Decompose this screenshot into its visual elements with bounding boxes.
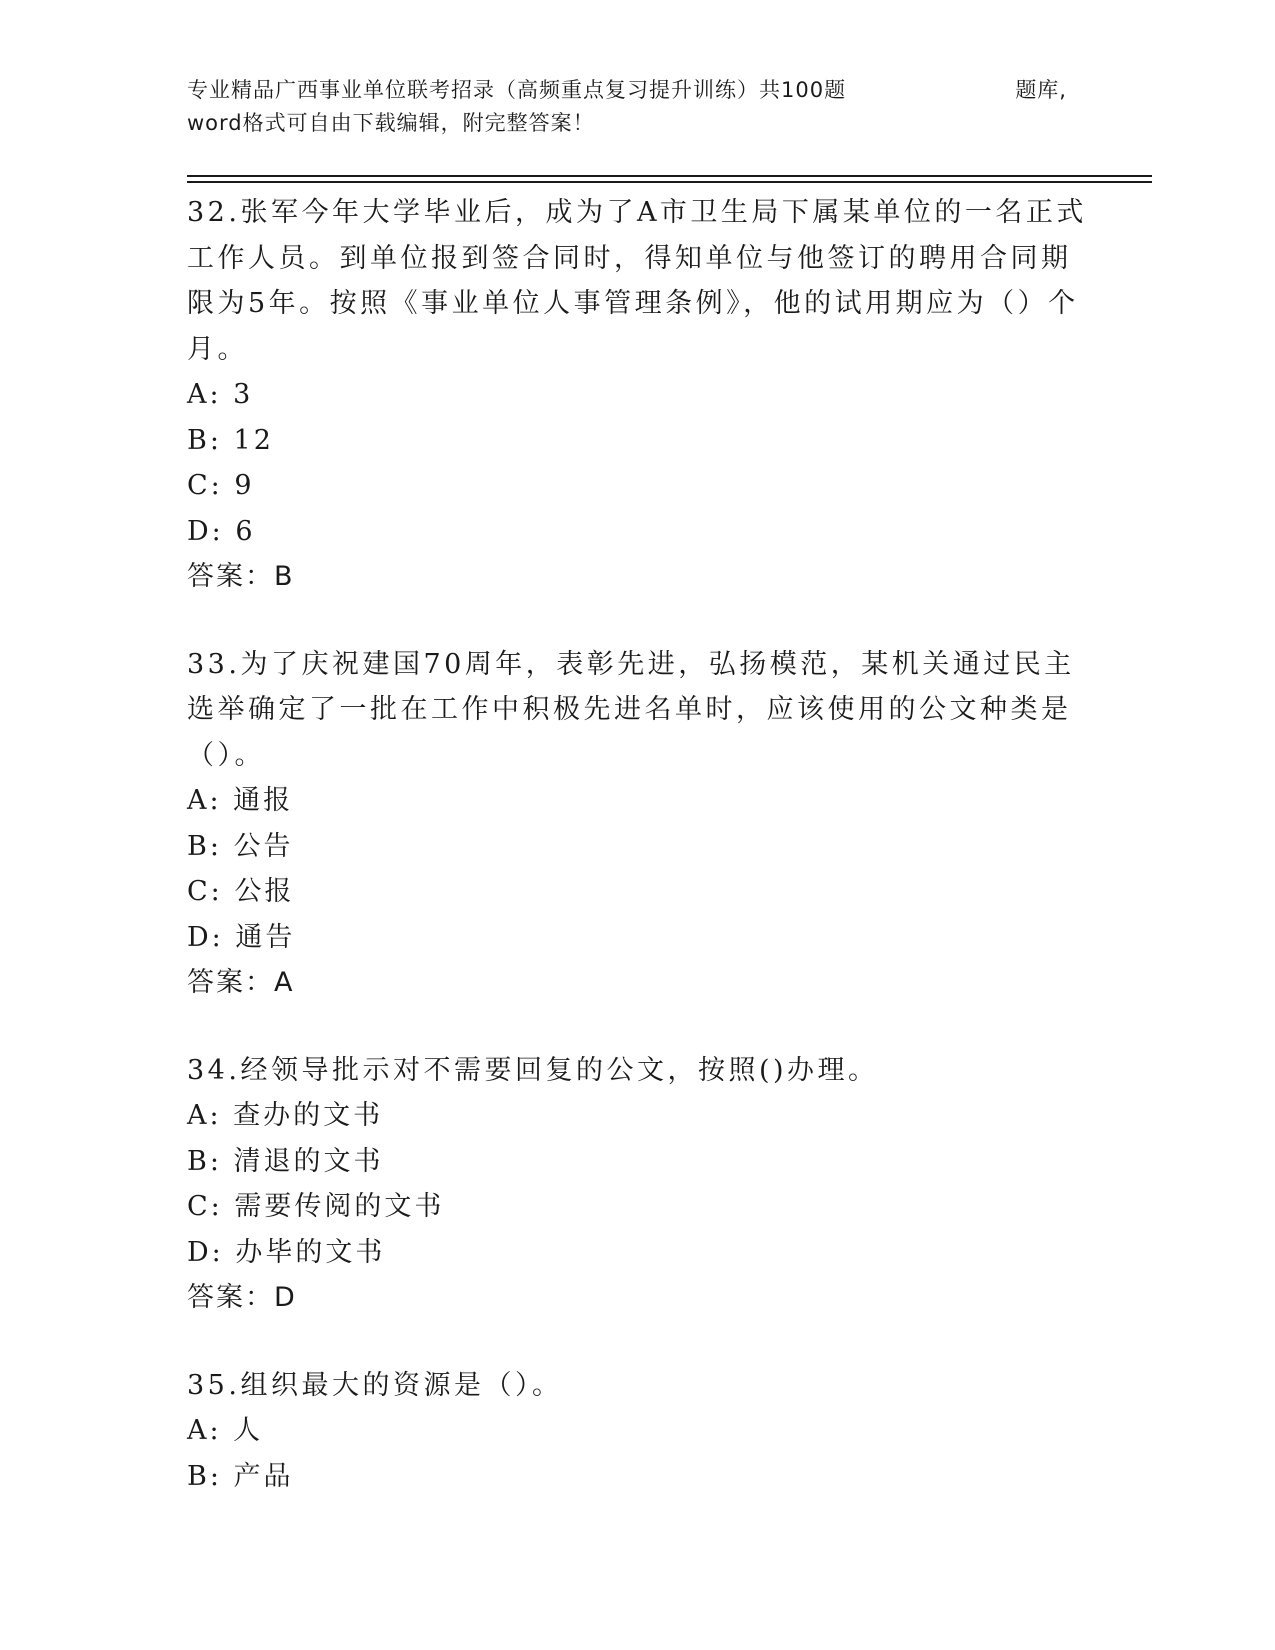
option-a: A: 人 (187, 1415, 264, 1446)
header-subtitle: word格式可自由下载编辑，附完整答案！ (187, 111, 595, 135)
question-text: 33.为了庆祝建国70周年，表彰先进，弘扬模范，某机关通过民主选举确定了一批在工作中积极先进名单时，应该使用的公文种类是（）。 (187, 648, 1075, 771)
option-b: B: 12 (187, 424, 274, 456)
question-34 (187, 1048, 1087, 1321)
question-text: 35.组织最大的资源是（）。 (187, 1369, 563, 1401)
header-title-suffix: 题库, (1015, 78, 1067, 102)
answer-text: 答案：D (187, 1282, 297, 1313)
option-b: B: 公告 (187, 830, 294, 862)
option-a: A: 查办的文书 (187, 1100, 384, 1131)
option-a: A: 3 (187, 379, 254, 410)
question-33 (187, 642, 1087, 1006)
question-32 (187, 190, 1087, 600)
header-title: 专业精品广西事业单位联考招录（高频重点复习提升训练）共100题 (187, 78, 847, 102)
header-divider-top (187, 175, 1152, 177)
option-b: B: 清退的文书 (187, 1145, 384, 1177)
question-text: 34.经领导批示对不需要回复的公文，按照()办理。 (187, 1054, 879, 1086)
question-35 (187, 1363, 1087, 1500)
header-line-1 (187, 74, 1067, 107)
option-a: A: 通报 (187, 785, 294, 816)
option-c: C: 9 (187, 470, 255, 501)
document-header (187, 74, 1107, 140)
answer-text: 答案：A (187, 967, 295, 998)
option-c: C: 需要传阅的文书 (187, 1191, 445, 1222)
question-list (187, 190, 1087, 1541)
question-text: 32.张军今年大学毕业后，成为了A市卫生局下属某单位的一名正式工作人员。到单位报到签合同时，得知单位与他签订的聘用合同期限为5年。按照《事业单位人事管理条例》，他的试用期应为（）个月。 (187, 197, 1087, 365)
option-c: C: 公报 (187, 876, 295, 907)
answer-text: 答案：B (187, 561, 295, 592)
header-divider-bottom (187, 181, 1152, 183)
option-d: D: 6 (187, 515, 256, 547)
option-b: B: 产品 (187, 1460, 294, 1492)
option-d: D: 办毕的文书 (187, 1236, 386, 1268)
option-d: D: 通告 (187, 921, 296, 953)
